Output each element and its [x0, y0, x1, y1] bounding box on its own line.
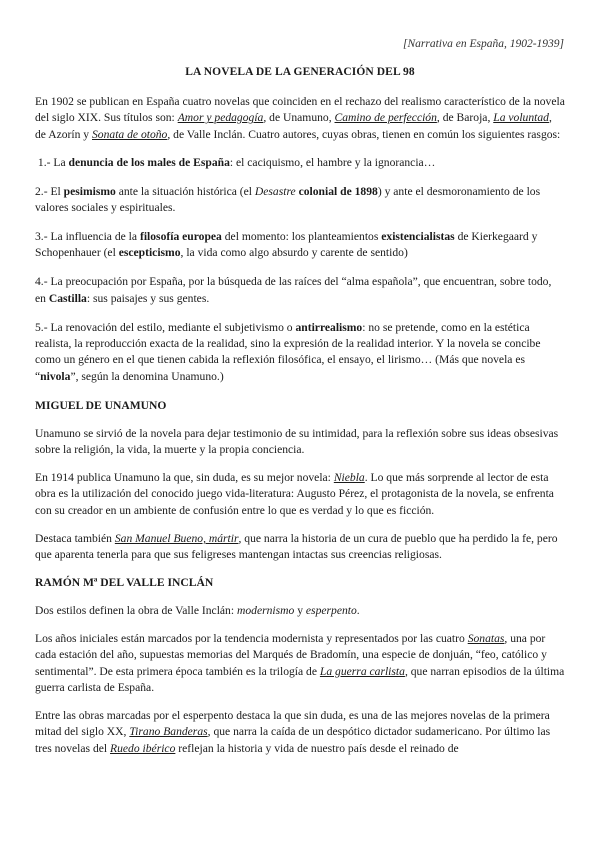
page-header: [Narrativa en España, 1902-1939] — [403, 38, 564, 50]
item4-text-a: 4.- La preocupación por España, por la búsqueda de las raíces del “alma española”, que encuentran, sobre todo, en — [35, 275, 552, 305]
unamuno-paragraph-1: Unamuno se sirvió de la novela para dejar testimonio de su intimidad, para la reflexión sobre sus ideas obsesivas sobre la religión, la vida, la muerte y la propia conciencia. — [35, 426, 559, 457]
list-item-5 — [35, 320, 565, 386]
intro-text-3: , de Baroja, — [436, 111, 494, 125]
item3-bold-existencialistas: existencialistas — [381, 229, 455, 243]
valle-p1-text-b: y — [294, 604, 306, 618]
work-title-la-guerra-carlista: La guerra carlista — [319, 664, 405, 678]
unamuno-paragraph-2 — [35, 470, 565, 519]
item2-text-c: ante la situación histórica (el — [115, 184, 255, 198]
work-title-la-voluntad: La voluntad — [493, 111, 549, 125]
document-title: LA NOVELA DE LA GENERACIÓN DEL 98 — [185, 66, 415, 78]
intro-text-2: , de Unamuno, — [263, 111, 335, 125]
list-item-1 — [35, 155, 565, 171]
item2-italic-desastre: Desastre — [254, 184, 296, 198]
valle-p3-text-c: reflejan la historia y vida de nuestro país desde el reinado de — [175, 741, 459, 755]
item3-text-a: 3.- La influencia de la — [35, 229, 140, 243]
unamuno-p2-text-b: . Lo que más sorprende al lector de esta obra es la utilización del conocido juego vida-literatura: Augusto Pérez, el protagonista de la novela, se enfrenta con su creador en un ambiente de confusión entre lo que es verdad y lo que es ficción. — [35, 471, 554, 517]
work-title-sonata-de-otono: Sonata de otoño — [92, 127, 168, 141]
intro-paragraph — [35, 94, 565, 143]
item1-text-c: : el caciquismo, el hambre y la ignorancia… — [229, 155, 436, 169]
unamuno-p3-text-b: , que narra la historia de un cura de pueblo que ha perdido la fe, pero que aparenta tenerla para que sus feligreses mantengan intactas sus creencias religiosas. — [35, 531, 558, 562]
valle-italic-esperpento: esperpento — [305, 604, 357, 618]
item1-bold: denuncia de los males de España — [68, 155, 230, 169]
valle-p2-text-a: Los años iniciales están marcados por la tendencia modernista y representados por las cuatro — [35, 631, 468, 645]
item5-bold-antirrealismo: antirrealismo — [295, 320, 363, 334]
unamuno-p3-text-a: Destaca también — [35, 531, 115, 545]
item3-bold-escepticismo: escepticismo — [118, 246, 181, 260]
valle-p2-text-c: , que narran episodios de la última guerra carlista de España. — [35, 664, 565, 695]
item2-text-f: ) y ante el desmoronamiento de los valores sociales y espirituales. — [35, 184, 541, 215]
work-title-camino-de-perfeccion: Camino de perfección — [334, 111, 437, 125]
valle-paragraph-3 — [35, 708, 565, 757]
valle-p3-text-b: , que narra la caída de un despótico dictador sudamericano. Por último las tres novelas del — [35, 725, 551, 755]
work-title-amor-y-pedagogia: Amor y pedagogía — [177, 111, 264, 125]
item5-bold-nivola: nivola — [40, 369, 71, 383]
work-title-niebla: Niebla — [333, 471, 365, 484]
work-title-san-manuel-bueno: San Manuel Bueno, mártir — [114, 531, 239, 545]
item5-text-a: 5.- La renovación del estilo, mediante el subjetivismo o — [35, 320, 296, 334]
item2-bold-pesimismo: pesimismo — [63, 184, 116, 198]
intro-text-1: En 1902 se publican en España cuatro novelas que coinciden en el rechazo del realismo característico de la novela del siglo XIX. Sus títulos son: — [35, 95, 565, 125]
intro-text-5: , de Valle Inclán. Cuatro autores, cuyas obras, tienen en común los siguientes rasgos: — [167, 127, 561, 141]
valle-p1-text-a: Dos estilos definen la obra de Valle Inclán: — [35, 604, 237, 618]
unamuno-p2-text-a: En 1914 publica Unamuno la que, sin duda, es su mejor novela: — [35, 471, 334, 484]
item5-text-e: ”, según la denomina Unamuno.) — [70, 369, 224, 383]
valle-p2-text-b: , una por cada estación del año, supuestas memorias del Marqués de Bradomín, una especie de donjuán, “feo, católico y sentimental”. De esta primera época también es la trilogía de — [35, 631, 547, 678]
valle-paragraph-1 — [35, 603, 565, 619]
list-item-4 — [35, 274, 565, 307]
item5-text-c: : no se pretende, como en la estética realista, la reproducción exacta de la realidad, sino la expresión de la realidad interior. Y la novela se concibe como un género en el que tienen cabida la reflexión filosófica, el ensayo, el lirismo… (Más que novela es “ — [35, 320, 541, 383]
item3-text-c: del momento: los planteamientos — [221, 229, 382, 243]
list-item-3 — [35, 229, 565, 262]
item1-text-a: 1.- La — [37, 155, 69, 169]
work-title-sonatas: Sonatas — [467, 631, 505, 645]
item2-text-a: 2.- El — [35, 184, 64, 198]
intro-text-4: , de Azorín y — [35, 111, 552, 141]
valle-p1-text-c: . — [356, 604, 360, 618]
list-item-2 — [35, 184, 565, 217]
item4-text-c: : sus paisajes y sus gentes. — [86, 291, 210, 305]
item3-bold-filosofia: filosofía europea — [139, 229, 222, 243]
item3-text-e: de Kierkegaard y Schopenhauer (el — [35, 229, 538, 260]
item3-text-g: , la vida como algo absurdo y carente de sentido) — [180, 246, 408, 260]
item2-bold-colonial: colonial de 1898 — [295, 184, 378, 198]
valle-italic-modernismo: modernismo — [236, 604, 295, 618]
valle-paragraph-2 — [35, 631, 565, 697]
item4-bold-castilla: Castilla — [48, 291, 87, 305]
section-heading-valle-inclan: RAMÓN Mª DEL VALLE INCLÁN — [35, 576, 214, 590]
document-body — [35, 94, 565, 769]
unamuno-paragraph-3 — [35, 531, 565, 564]
work-title-ruedo-iberico: Ruedo ibérico — [110, 741, 176, 755]
valle-p3-text-a: Entre las obras marcadas por el esperpento destaca la que sin duda, es una de las mejores novelas de la primera mitad del siglo XX, — [35, 709, 550, 739]
section-heading-unamuno: MIGUEL DE UNAMUNO — [35, 398, 167, 412]
work-title-tirano-banderas: Tirano Banderas — [129, 725, 208, 739]
